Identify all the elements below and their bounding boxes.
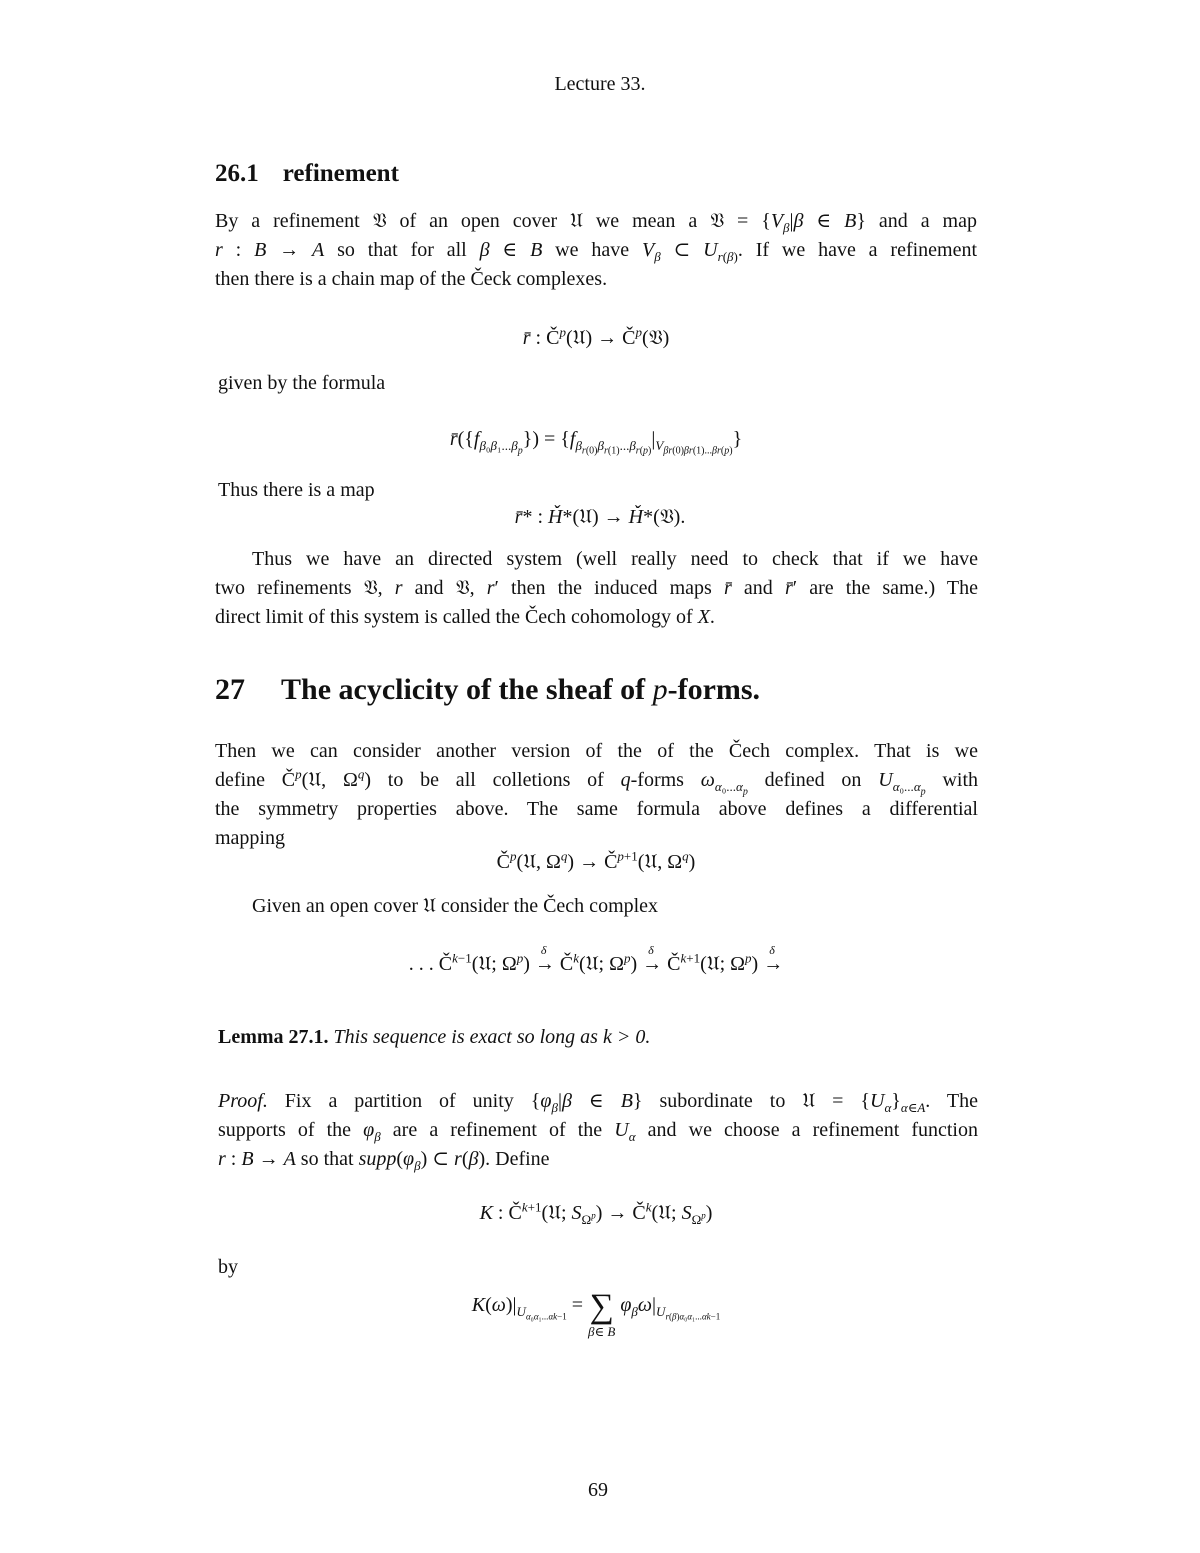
paragraph-cech-version-line-3: the symmetry properties above. The same formula above defines a differential: [215, 798, 978, 820]
section-heading-26-1: [215, 160, 399, 188]
section-number: 27: [215, 673, 245, 706]
page-number: 69: [588, 1479, 608, 1501]
equation-cech-complex: . . . $Č^{k-1}(𝔘$; $\Omega^p$) → δ $Č^k(𝔘$; $\Omega^p$) → δ $Č^{k+1}(𝔘$; $\Omega^p$) → δ: [408, 943, 784, 975]
proof-line-2: supports of the $\varphi_\beta$ are a refinement of the $U_\alpha$ and we choose a refinement function: [218, 1119, 978, 1144]
section-title: The acyclicity of the sheaf of p-forms.: [281, 673, 761, 706]
paragraph-refinement-line-2: r : B → A so that for all β ∈ B we have $V_\beta$ ⊂ $U_{r(\beta)}$. If we have a refinement: [215, 239, 978, 264]
paragraph-cech-version-line-4: mapping: [215, 827, 285, 849]
paragraph-cech-version-line-2: define $Č^p(𝔘$, $\Omega^q$) to be all colletions of q-forms $\omega_{\alpha_0...\alpha_p}$ defined on $U_{\alpha_0...\alpha_p}$ with: [215, 766, 978, 798]
lemma-label: Lemma 27.1.: [218, 1026, 329, 1048]
paragraph-refinement-line-1: By a refinement 𝔙 of an open cover 𝔘 we mean a 𝔙 = {$V_\beta|\beta$ ∈ B} and a map: [215, 210, 977, 235]
paragraph-directed-system-line-3: direct limit of this system is called the Čech cohomology of X.: [215, 606, 715, 628]
section-title: refinement: [282, 160, 399, 187]
section-heading-27: [215, 673, 760, 707]
running-header: Lecture 33.: [554, 73, 646, 95]
equation-K-formula: $K(\omega)|_{U_{\alpha_0\alpha_1...\alpha k-1}}$ = ∑ β∈ B $\varphi_\beta\omega|_{U_{r(\beta)\alpha_0\alpha_1...\alpha k-1}}$: [471, 1288, 721, 1339]
lemma-27-1: [218, 1023, 650, 1052]
text-given-cover: Given an open cover 𝔘 consider the Čech complex: [252, 895, 659, 917]
equation-K-definition: K : $Č^{k+1}(𝔘$; $S_{\Omega^p}$) → $Č^k(𝔘$; $S_{\Omega^p}$): [479, 1199, 713, 1227]
text-by: by: [218, 1256, 238, 1278]
equation-cohomology-map: r̄* : Ȟ*(𝔘) → Ȟ*(𝔙).: [514, 506, 686, 528]
paragraph-refinement-line-3: then there is a chain map of the Čeck complexes.: [215, 268, 608, 290]
proof-line-1: Proof. Fix a partition of unity {$\varphi_\beta|\beta$ ∈ B} subordinate to 𝔘 = $\{U_\alpha\}_{\alpha\in A}$. The: [218, 1090, 978, 1115]
proof-line-3: r : B → A so that $supp(\varphi_\beta)$ ⊂ r(β). Define: [218, 1148, 550, 1173]
text-thus-map: Thus there is a map: [218, 479, 375, 501]
section-number: 26.1: [215, 160, 259, 187]
paragraph-directed-system-line-2: two refinements 𝔙, r and 𝔙, r′ then the induced maps r̄ and r̄′ are the same.) The: [215, 577, 978, 599]
equation-chain-map: r̄ : $Č^p(𝔘)$ → $Č^p(𝔙)$: [522, 324, 670, 349]
lemma-statement: This sequence is exact so long as k > 0.: [333, 1026, 651, 1048]
proof-label: Proof.: [218, 1090, 268, 1112]
equation-refinement-formula: $r̄(\{f_{\beta_0\beta_1...\beta_p}\}) = \{f_{\beta_{r(0)}\beta_{r(1)}...\beta_{r(p)}}|_{V_{\beta r(0)\beta r(1)...\beta r(p)}}\}$: [449, 428, 743, 457]
paragraph-directed-system-line-1: Thus we have an directed system (well really need to check that if we have: [252, 548, 978, 570]
paragraph-cech-version-line-1: Then we can consider another version of the of the Čech complex. That is we: [215, 740, 978, 762]
text-given-by: given by the formula: [218, 372, 386, 394]
equation-differential: $Č^p(𝔘$, $\Omega^q$) → $Č^{p+1}(𝔘$, $\Omega^q$): [496, 848, 696, 873]
